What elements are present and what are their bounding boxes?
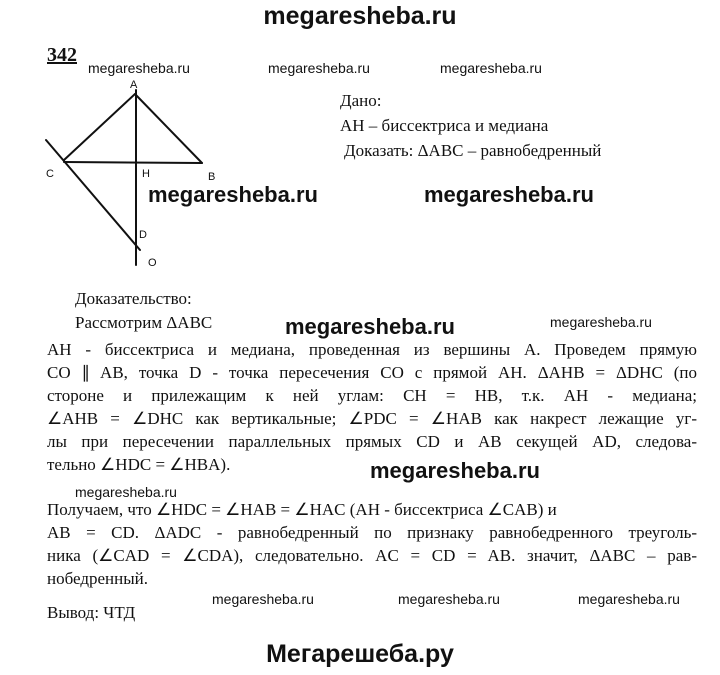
watermark-large: megaresheba.ru [424, 182, 594, 207]
watermark-small: megaresheba.ru [578, 591, 680, 607]
label-a: A [130, 79, 138, 91]
proof-heading: Доказательство: [75, 289, 192, 308]
geometry-figure [40, 70, 240, 280]
label-c: C [46, 168, 54, 180]
watermark-small: megaresheba.ru [398, 591, 500, 607]
label-h: H [142, 168, 150, 180]
proof-conclusion: Вывод: ЧТД [47, 603, 136, 622]
watermark-large: megaresheba.ru [285, 314, 455, 339]
proof-line: Получаем, что ∠HDC = ∠HAB = ∠HAC (AH - биссектриса ∠CAB) и [47, 500, 557, 519]
proof-line: AH - биссектриса и медиана, проведенная из вершины A. Проведем прямую [47, 340, 697, 359]
proof-line: ∠AHB = ∠DHC как вертикальные; ∠PDC = ∠HAB как накрест лежащие уг- [47, 409, 697, 428]
side-cb [64, 162, 202, 163]
site-header-watermark: megaresheba.ru [263, 2, 457, 30]
proof-line: AB = CD. ΔADC - равнобедренный по признаку равнобедренного треуголь- [47, 523, 697, 542]
line-co [46, 140, 140, 250]
proof-line: тельно ∠HDC = ∠HBA). [47, 455, 231, 474]
proof-consider: Рассмотрим ΔABC [75, 313, 213, 332]
proof-line: нобедренный. [47, 569, 149, 588]
given-title: Дано: [340, 91, 382, 110]
watermark-small: megaresheba.ru [550, 314, 652, 330]
label-b: B [208, 171, 216, 183]
problem-number: 342 [47, 44, 77, 66]
site-footer-title: Мегарешеба.ру [266, 640, 454, 668]
label-o: O [148, 257, 157, 269]
watermark-large: megaresheba.ru [148, 182, 318, 207]
proof-line: ника (∠CAD = ∠CDA), следовательно. AC = CD = AB. значит, ΔABC – рав- [47, 546, 697, 565]
watermark-small: megaresheba.ru [440, 60, 542, 76]
watermark-small: megaresheba.ru [212, 591, 314, 607]
prove-text: Доказать: ΔABC – равнобедренный [344, 141, 602, 160]
watermark-large: megaresheba.ru [370, 458, 540, 483]
proof-line: стороне и прилежащим к ней углам: CH = HB, т.к. AH - медиана; [47, 386, 697, 405]
watermark-small: megaresheba.ru [268, 60, 370, 76]
watermark-small: megaresheba.ru [88, 60, 190, 76]
side-ab [135, 94, 202, 163]
label-d: D [139, 229, 147, 241]
given-text: AH – биссектриса и медиана [340, 116, 549, 135]
watermark-small: megaresheba.ru [75, 484, 177, 500]
proof-paragraph [47, 338, 697, 476]
proof-line: лы при пересечении параллельных прямых CD и AB секущей AD, следова- [47, 432, 697, 451]
proof-line: CO ∥ AB, точка D - точка пересечения CO с прямой AH. ΔAHB = ΔDHC (по [47, 363, 697, 382]
side-ac [64, 94, 135, 160]
proof-paragraph-2 [47, 498, 697, 590]
